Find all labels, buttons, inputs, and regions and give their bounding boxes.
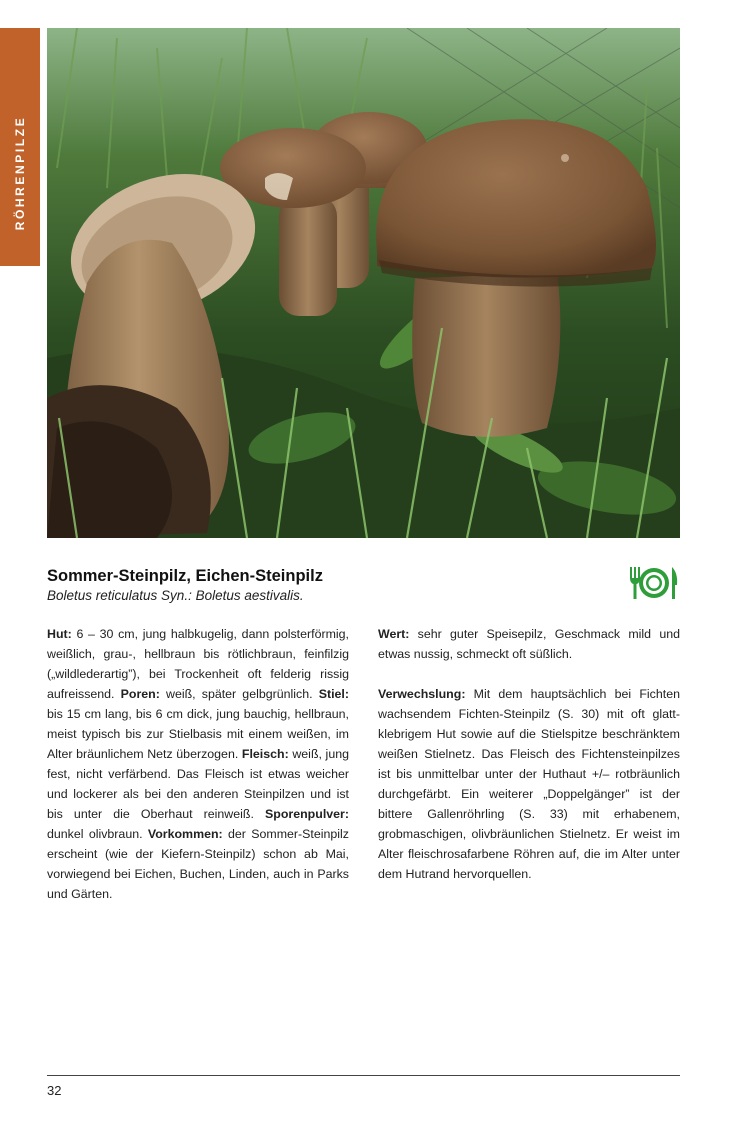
- term-stiel: Stiel:: [318, 687, 349, 701]
- plate-fork-knife-icon: [628, 565, 680, 601]
- species-title: Sommer-Steinpilz, Eichen-Steinpilz: [47, 567, 323, 585]
- term-poren: Poren:: [120, 687, 160, 701]
- evaluation-column: [378, 624, 680, 884]
- species-latin-name: Boletus reticulatus Syn.: Boletus aestivalis.: [47, 588, 304, 603]
- species-heading: [47, 566, 607, 605]
- text-hut: 6 – 30 cm, jung halbkugelig, dann polsterförmig, weißlich, grau-, hellbraun bis rötlichbraun, feinfilzig („wildlederartig”), bei Trockenheit oft felderig rissig aufreissend.: [47, 627, 349, 701]
- description-text: [47, 624, 349, 904]
- term-wert: Wert:: [378, 627, 410, 641]
- text-wert: sehr guter Speisepilz, Geschmack mild und etwas nussig, schmeckt oft süßlich.: [378, 627, 680, 661]
- term-hut: Hut:: [47, 627, 72, 641]
- text-poren: weiß, später gelbgrünlich.: [159, 687, 319, 701]
- description-column: [47, 624, 349, 904]
- mushroom-photo: [47, 28, 680, 538]
- text-verwechslung: Mit dem hauptsächlich bei Fichten wachsendem Fichten-Steinpilz (S. 30) mit oft glatt-klebrigem Hut sowie auf die Stielspitze beschränktem weißen Stielnetz. Das Fleisch des Fichtensteinpilzes ist bis unmittelbar unter der Huthaut +/– rotbräunlich durchgefärbt. Ein weiterer „Doppelgänger” ist der bittere Gallenröhrling (S. 33) mit erhabenem, grobmaschigen, olivbräunlichen Stielnetz. Er weist im Alter fleischrosafarbene Röhren auf, die im Alter unter dem Hutrand hervorquellen.: [378, 687, 680, 881]
- term-vorkommen: Vorkommen:: [147, 827, 223, 841]
- section-tab: [0, 28, 40, 266]
- text-fleisch: weiß, jung fest, nicht verfärbend. Das Fleisch ist etwas weicher und lockerer als bei den anderen Steinpilzen und ist bis unter die Oberhaut reinweiß.: [47, 747, 349, 821]
- footer-divider: [47, 1075, 680, 1076]
- section-tab-label: RÖHRENPILZE: [13, 115, 27, 231]
- text-vorkommen: der Sommer-Steinpilz erscheint (wie der Kiefern-Steinpilz) schon ab Mai, vorwiegend bei Eichen, Buchen, Linden, auch in Parks und Gärten.: [47, 827, 349, 901]
- page-number: 32: [47, 1083, 62, 1098]
- verwechslung-paragraph: [378, 684, 680, 884]
- text-sporenpulver: dunkel olivbraun.: [47, 827, 148, 841]
- term-fleisch: Fleisch:: [241, 747, 289, 761]
- term-verwechslung: Verwechslung:: [378, 687, 466, 701]
- wert-paragraph: [378, 624, 680, 664]
- term-sporenpulver: Sporenpulver:: [265, 807, 349, 821]
- text-stiel: bis 15 cm lang, bis 6 cm dick, jung bauchig, hellbraun, meist typisch bis zur Stielbasis mit einem weißen, im Alter bräunlichem Netz überzogen.: [47, 707, 349, 761]
